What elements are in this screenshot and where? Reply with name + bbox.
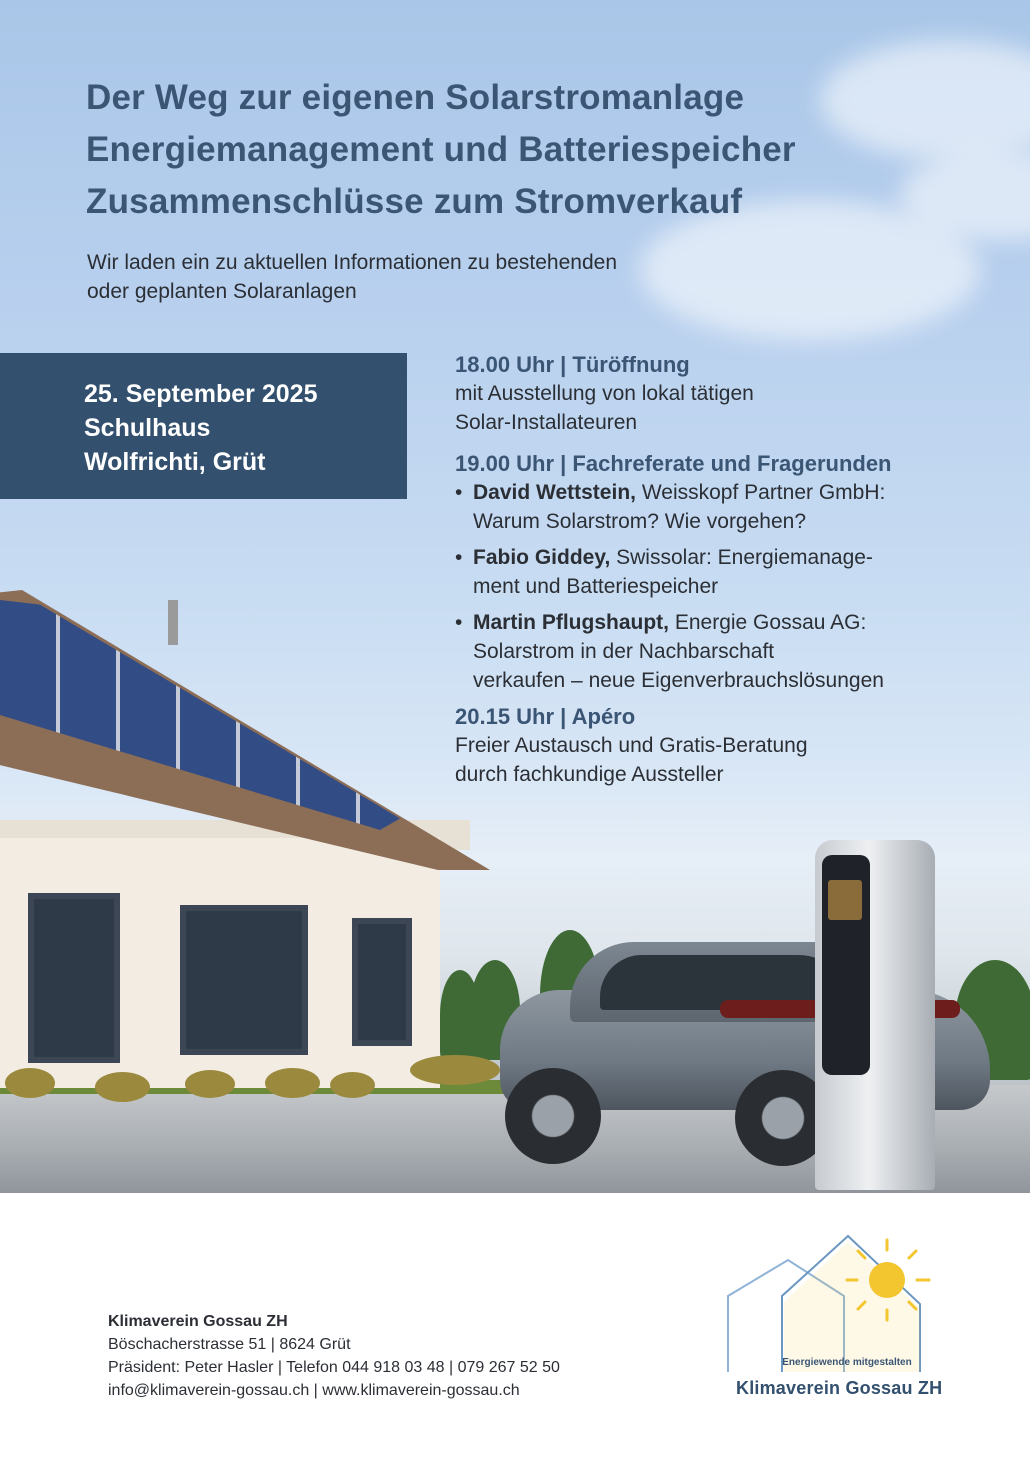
bullet-icon: •	[455, 481, 463, 504]
speaker-name: Fabio Giddey,	[473, 546, 611, 569]
bullet-icon: •	[455, 546, 463, 569]
slot-text: durch fachkundige Aussteller	[455, 763, 724, 786]
speaker-name: David Wettstein,	[473, 481, 636, 504]
speaker-item	[455, 543, 1015, 601]
speaker-name: Martin Pflugshaupt,	[473, 611, 669, 634]
intro-text	[87, 248, 787, 306]
speaker-affiliation: Energie Gossau AG:	[669, 611, 867, 634]
slot-text: mit Ausstellung von lokal tätigen	[455, 382, 754, 405]
speaker-item	[455, 478, 1015, 536]
chimney	[168, 600, 178, 645]
intro-line-1: Wir laden ein zu aktuellen Informationen zu bestehenden	[87, 251, 618, 274]
footer-web: info@klimaverein-gossau.ch | www.klimaverein-gossau.ch	[108, 1382, 520, 1399]
shrub	[5, 1068, 55, 1098]
house-door	[28, 893, 120, 1063]
logo-name: Klimaverein Gossau ZH	[736, 1378, 943, 1398]
house-window	[352, 918, 412, 1046]
tree	[440, 970, 480, 1060]
headline-line-1: Der Weg zur eigenen Solarstromanlage	[86, 78, 745, 117]
footer-address: Böschacherstrasse 51 | 8624 Grüt	[108, 1336, 351, 1353]
headline-line-3: Zusammenschlüsse zum Stromverkauf	[86, 182, 743, 221]
footer-contact	[108, 1310, 668, 1402]
headline-line-2: Energiemanagement und Batteriespeicher	[86, 130, 796, 169]
house-window	[180, 905, 308, 1055]
charger-display	[828, 880, 862, 920]
logo-glow	[784, 1242, 920, 1372]
program-slot-apero	[455, 702, 1015, 789]
speaker-affiliation: Swissolar: Energiemanage-	[610, 546, 873, 569]
event-date-box	[0, 353, 407, 499]
slot-text: Freier Austausch und Gratis-Beratung	[455, 734, 808, 757]
speaker-topic: ment und Batteriespeicher	[473, 575, 719, 598]
speaker-affiliation: Weisskopf Partner GmbH:	[635, 481, 886, 504]
speaker-topic: Solarstrom in der Nachbarschaft	[473, 640, 775, 663]
car-wheel	[505, 1068, 601, 1164]
slot-title: 19.00 Uhr | Fachreferate und Fragerunden	[455, 451, 892, 476]
event-date: 25. September 2025	[84, 380, 318, 408]
slot-title: 18.00 Uhr | Türöffnung	[455, 352, 690, 377]
logo-tagline: Energiewende mitgestalten	[782, 1357, 912, 1368]
program-slot-talks	[455, 449, 1015, 695]
speaker-topic: verkaufen – neue Eigenverbrauchslösungen	[473, 669, 884, 692]
speaker-item	[455, 608, 1015, 695]
footer-org: Klimaverein Gossau ZH	[108, 1313, 288, 1330]
event-venue-line-2: Wolfrichti, Grüt	[84, 448, 266, 476]
shrub	[185, 1070, 235, 1098]
intro-line-2: oder geplanten Solaranlagen	[87, 280, 357, 303]
bullet-icon: •	[455, 611, 463, 634]
speaker-topic: Warum Solarstrom? Wie vorgehen?	[473, 510, 807, 533]
logo-graphic	[724, 1232, 944, 1372]
shrub	[410, 1055, 500, 1085]
headline	[86, 72, 986, 228]
shrub	[95, 1072, 150, 1102]
footer-president: Präsident: Peter Hasler | Telefon 044 918 03 48 | 079 267 52 50	[108, 1359, 560, 1376]
event-venue-line-1: Schulhaus	[84, 414, 211, 442]
shrub	[330, 1072, 375, 1098]
slot-title: 20.15 Uhr | Apéro	[455, 704, 636, 729]
program-slot-doors	[455, 350, 1015, 437]
shrub	[265, 1068, 320, 1098]
slot-text: Solar-Installateuren	[455, 411, 638, 434]
program	[455, 350, 1015, 801]
